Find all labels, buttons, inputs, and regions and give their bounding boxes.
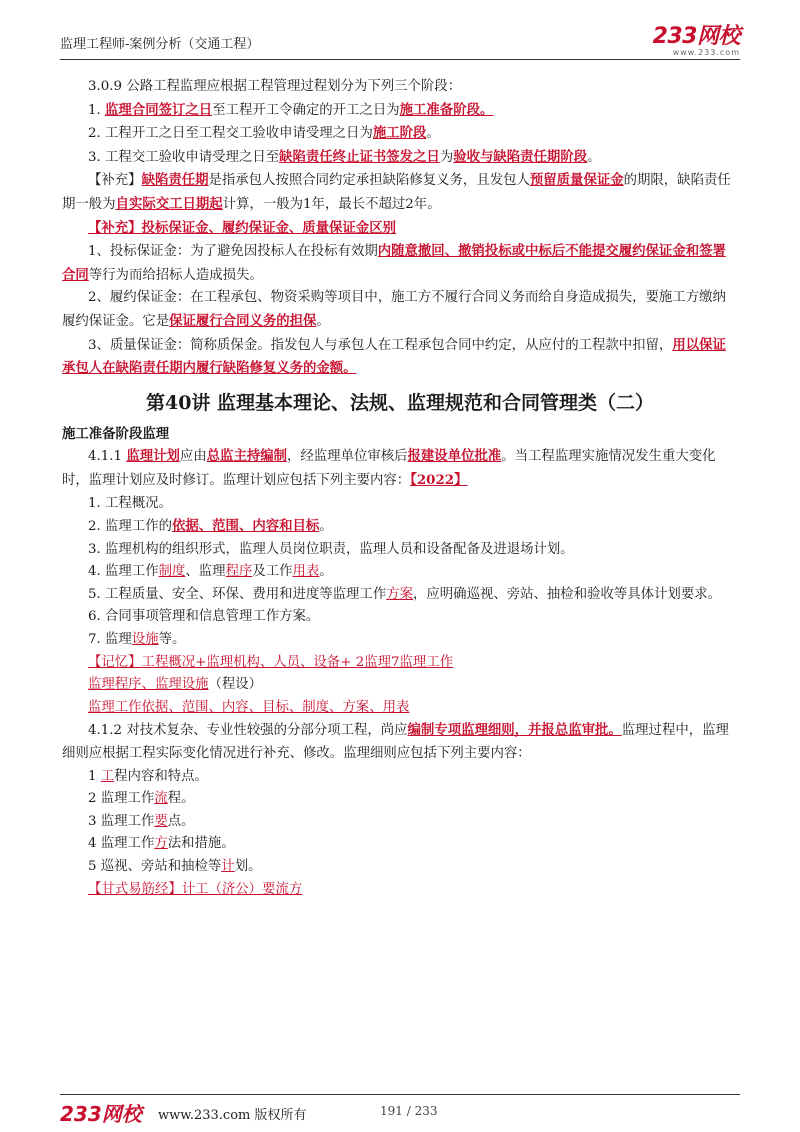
highlight: 计 [221, 859, 235, 874]
page-number: 191 / 233 [380, 1104, 438, 1118]
text: 。 [316, 313, 330, 329]
paragraph [62, 76, 738, 99]
text: ，应明确巡视、旁站、抽检和验收等具体计划要求。 [413, 586, 721, 602]
memory-note [62, 674, 738, 697]
text: 4 监理工作 [88, 836, 155, 852]
year-tag: 【2022】 [410, 471, 468, 488]
highlight: 依据、范围、内容和目标 [172, 518, 320, 535]
text: 。 [587, 149, 601, 165]
text: 3 监理工作 [88, 813, 155, 829]
text: 应由 [179, 449, 207, 465]
text: 程内容和特点。 [114, 768, 208, 784]
list-item [62, 606, 738, 629]
text: 是指承包人按照合同约定承担缺陷修复义务，且发包人 [208, 173, 530, 189]
highlight: 施工阶段 [372, 125, 427, 142]
paragraph [62, 240, 738, 287]
highlight: 程序 [225, 564, 253, 580]
highlight: 保证履行合同义务的担保 [169, 312, 317, 329]
highlight: 设施 [131, 632, 159, 648]
memory-note [62, 652, 738, 675]
text: 1. [88, 102, 106, 118]
highlight: 用以保证承包人在缺陷责任期内履行缺陷修复义务的金额。 [62, 336, 726, 377]
highlight: 缺陷责任期 [141, 172, 209, 189]
text: ，经监理单位审核后 [287, 449, 408, 465]
highlight: 要 [154, 813, 168, 829]
memory-note [62, 697, 738, 720]
header-title: 监理工程师-案例分析（交通工程） [60, 37, 260, 52]
highlight: 自实际交工日期起 [115, 195, 223, 212]
footer-copyright: www.233.com 版权所有 [158, 1108, 307, 1123]
list-item [62, 856, 738, 879]
highlight: 监理计划 [126, 448, 180, 465]
text: 6. 合同事项管理和信息管理工作方案。 [88, 609, 320, 625]
logo-text: 233网校 [652, 24, 740, 49]
highlight: 【记忆】工程概况+监理机构、人员、设备+ 2监理7监理工作 [88, 654, 454, 670]
text: （程设） [208, 677, 263, 693]
section-title: 第40讲 监理基本理论、法规、监理规范和合同管理类（二） [145, 391, 655, 414]
text: 法和措施。 [167, 836, 235, 852]
list-item [62, 561, 738, 584]
text: 计算，一般为1年，最长不超过2年。 [222, 196, 441, 212]
paragraph [62, 217, 738, 241]
text: 4.1.1 [88, 449, 127, 465]
text: 等行为而给招标人造成损失。 [88, 267, 263, 283]
text: 为 [439, 149, 454, 165]
highlight: 方案 [386, 586, 414, 602]
highlight: 【甘式易筋经】计工（济公）要流方 [88, 881, 303, 897]
text: 及工作 [252, 564, 293, 580]
highlight: 监理合同签订之日 [105, 101, 213, 118]
paragraph [62, 99, 738, 123]
text: 。 [319, 564, 333, 580]
highlight: 验收与缺陷责任期阶段 [453, 148, 588, 165]
logo-url: www.233.com [672, 48, 740, 57]
highlight: 制度 [158, 564, 186, 580]
text: 3、质量保证金：简称质保金。指发包人与承包人在工程承包合同中约定，从应付的工程款中扣留， [88, 337, 673, 353]
text: 【补充】 [88, 173, 142, 189]
highlight: 施工准备阶段。 [399, 101, 494, 118]
list-item [62, 788, 738, 811]
text: 点。 [167, 813, 195, 829]
text: 2. 监理工作的 [88, 519, 172, 535]
text: 1、投标保证金：为了避免因投标人在投标有效期 [88, 244, 378, 260]
text: 3. 监理机构的组织形式，监理人员岗位职责，监理人员和设备配备及进退场计划。 [88, 541, 574, 557]
document-body [62, 76, 738, 901]
brand-logo [653, 26, 740, 57]
paragraph [62, 719, 738, 765]
mnemonic-note [62, 879, 738, 902]
text: 。 [319, 519, 333, 535]
highlight: 缺陷责任终止证书签发之日 [279, 148, 440, 165]
text: 3. 工程交工验收申请受理之日至 [88, 149, 280, 165]
text: 、监理 [185, 564, 226, 580]
text: 2、履约保证金：在工程承包、物资采购等项目中，施工方不履行合同义务而给自身造成损失，要施工方缴纳履约保证金。它是 [62, 290, 726, 329]
paragraph [62, 334, 738, 381]
highlight: 【补充】投标保证金、履约保证金、质量保证金区别 [88, 219, 396, 236]
list-item [62, 515, 738, 539]
highlight: 总监主持编制 [206, 448, 288, 465]
text: 监理过程中，监理细则应根据工程实际变化情况进行补充、修改。监理细则应包括下列主要内容： [62, 723, 729, 762]
highlight: 报建设单位批准 [407, 448, 502, 465]
text: 。当工程监理实施情况发生重大变化时，监理计划应及时修订。监理计划应包括下列主要内容： [62, 449, 716, 488]
highlight: 流 [154, 791, 168, 807]
text: 等。 [158, 632, 186, 648]
text: 。 [426, 126, 440, 142]
list-item [62, 833, 738, 856]
paragraph [62, 122, 738, 146]
text: 4. 监理工作 [88, 564, 159, 580]
page-footer [60, 1090, 740, 1126]
paragraph [62, 287, 738, 333]
text: 划。 [234, 859, 262, 874]
text: 2. 工程开工之日至工程交工验收申请受理之日为 [88, 126, 373, 142]
paragraph [62, 169, 738, 216]
highlight: 监理工作依据、范围、内容、目标、制度、方案、用表 [88, 699, 410, 715]
highlight: 监理程序、监理设施 [88, 677, 209, 693]
list-item [62, 811, 738, 834]
list-item [62, 493, 738, 516]
highlight: 内随意撤回、撤销投标或中标后不能提交履约保证金和签署合同 [62, 243, 726, 283]
subsection-title: 施工准备阶段监理 [62, 425, 170, 442]
list-item [62, 584, 738, 607]
highlight: 工 [100, 768, 115, 784]
header-divider [60, 59, 740, 60]
text: 5. 工程质量、安全、环保、费用和进度等监理工作 [88, 586, 387, 602]
text: 4.1.2 对技术复杂、专业性较强的分部分项工程，尚应 [88, 723, 408, 739]
paragraph [62, 445, 738, 492]
text: 至工程开工令确定的开工之日为 [212, 102, 400, 118]
text: 的期限，缺陷责任期一般为 [62, 173, 731, 212]
list-item [62, 539, 738, 562]
footer-logo: 233网校 [60, 1102, 142, 1126]
highlight: 方 [154, 836, 168, 852]
list-item [62, 766, 738, 789]
text: 程。 [167, 791, 195, 807]
highlight: 用表 [292, 564, 320, 580]
paragraph [62, 146, 738, 170]
text: 7. 监理 [88, 632, 132, 648]
text: 2 监理工作 [88, 791, 155, 807]
highlight: 编制专项监理细则，并报总监审批。 [407, 722, 622, 739]
text: 3.0.9 公路工程监理应根据工程管理过程划分为下列三个阶段： [88, 79, 462, 94]
text: 1. 工程概况。 [88, 495, 172, 511]
page-header [60, 26, 740, 56]
text: 5 巡视、旁站和抽检等 [88, 859, 222, 874]
list-item [62, 629, 738, 652]
highlight: 预留质量保证金 [529, 172, 624, 189]
text: 1 [88, 768, 101, 784]
